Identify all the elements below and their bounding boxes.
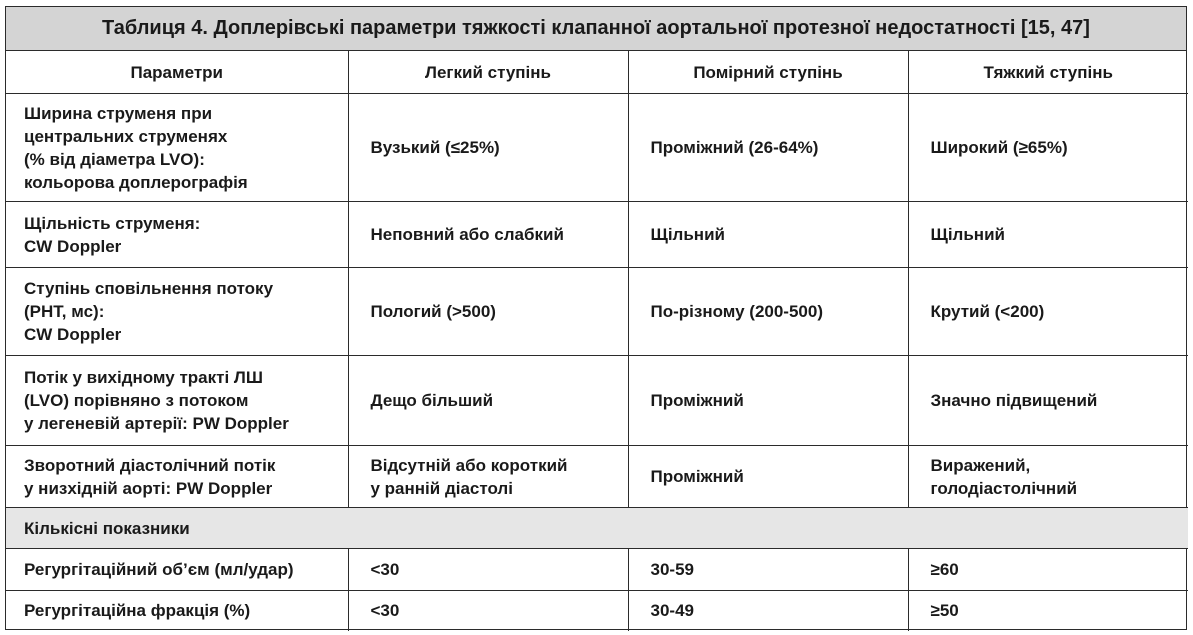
severe-cell: Виражений, голодіастолічний — [908, 446, 1188, 508]
table-row — [6, 356, 1188, 446]
mild-cell: <30 — [348, 591, 628, 631]
parameter-cell: Щільність струменя: CW Doppler — [6, 202, 348, 268]
header-row — [6, 51, 1188, 94]
severe-cell: Крутий (<200) — [908, 268, 1188, 356]
parameter-cell: Регургітаційний об’єм (мл/удар) — [6, 549, 348, 591]
parameter-cell: Регургітаційна фракція (%) — [6, 591, 348, 631]
moderate-cell: Проміжний — [628, 446, 908, 508]
mild-cell: Вузький (≤25%) — [348, 94, 628, 202]
table-row — [6, 268, 1188, 356]
moderate-cell: 30-49 — [628, 591, 908, 631]
doppler-parameters-table — [6, 51, 1188, 631]
parameter-cell: Потік у вихідному тракті ЛШ (LVO) порівняно з потоком у легеневій артерії: PW Doppler — [6, 356, 348, 446]
severe-cell: Щільний — [908, 202, 1188, 268]
parameter-cell: Ступінь сповільнення потоку (PHT, мс): CW Doppler — [6, 268, 348, 356]
section-label: Кількісні показники — [6, 508, 1188, 549]
moderate-cell: Проміжний — [628, 356, 908, 446]
mild-cell: Дещо більший — [348, 356, 628, 446]
moderate-cell: По-різному (200-500) — [628, 268, 908, 356]
severe-cell: Значно підвищений — [908, 356, 1188, 446]
table-title: Таблиця 4. Доплерівські параметри тяжкості клапанної аортальної протезної недостатності [15, 47] — [6, 7, 1186, 51]
table-row — [6, 94, 1188, 202]
column-header-mild: Легкий ступінь — [348, 51, 628, 94]
parameter-cell: Зворотний діастолічний потік у низхідній аорті: PW Doppler — [6, 446, 348, 508]
severe-cell: ≥60 — [908, 549, 1188, 591]
table-row — [6, 446, 1188, 508]
moderate-cell: Проміжний (26-64%) — [628, 94, 908, 202]
severe-cell: Широкий (≥65%) — [908, 94, 1188, 202]
mild-cell: <30 — [348, 549, 628, 591]
table-row — [6, 549, 1188, 591]
table-row — [6, 591, 1188, 631]
table-container — [5, 6, 1187, 630]
table-row — [6, 202, 1188, 268]
column-header-severe: Тяжкий ступінь — [908, 51, 1188, 94]
section-row — [6, 508, 1188, 549]
column-header-moderate: Помірний ступінь — [628, 51, 908, 94]
mild-cell: Відсутній або короткий у ранній діастолі — [348, 446, 628, 508]
mild-cell: Пологий (>500) — [348, 268, 628, 356]
mild-cell: Неповний або слабкий — [348, 202, 628, 268]
column-header-parameters: Параметри — [6, 51, 348, 94]
moderate-cell: 30-59 — [628, 549, 908, 591]
moderate-cell: Щільний — [628, 202, 908, 268]
parameter-cell: Ширина струменя при центральних струменях (% від діаметра LVO): кольорова доплерографія — [6, 94, 348, 202]
severe-cell: ≥50 — [908, 591, 1188, 631]
